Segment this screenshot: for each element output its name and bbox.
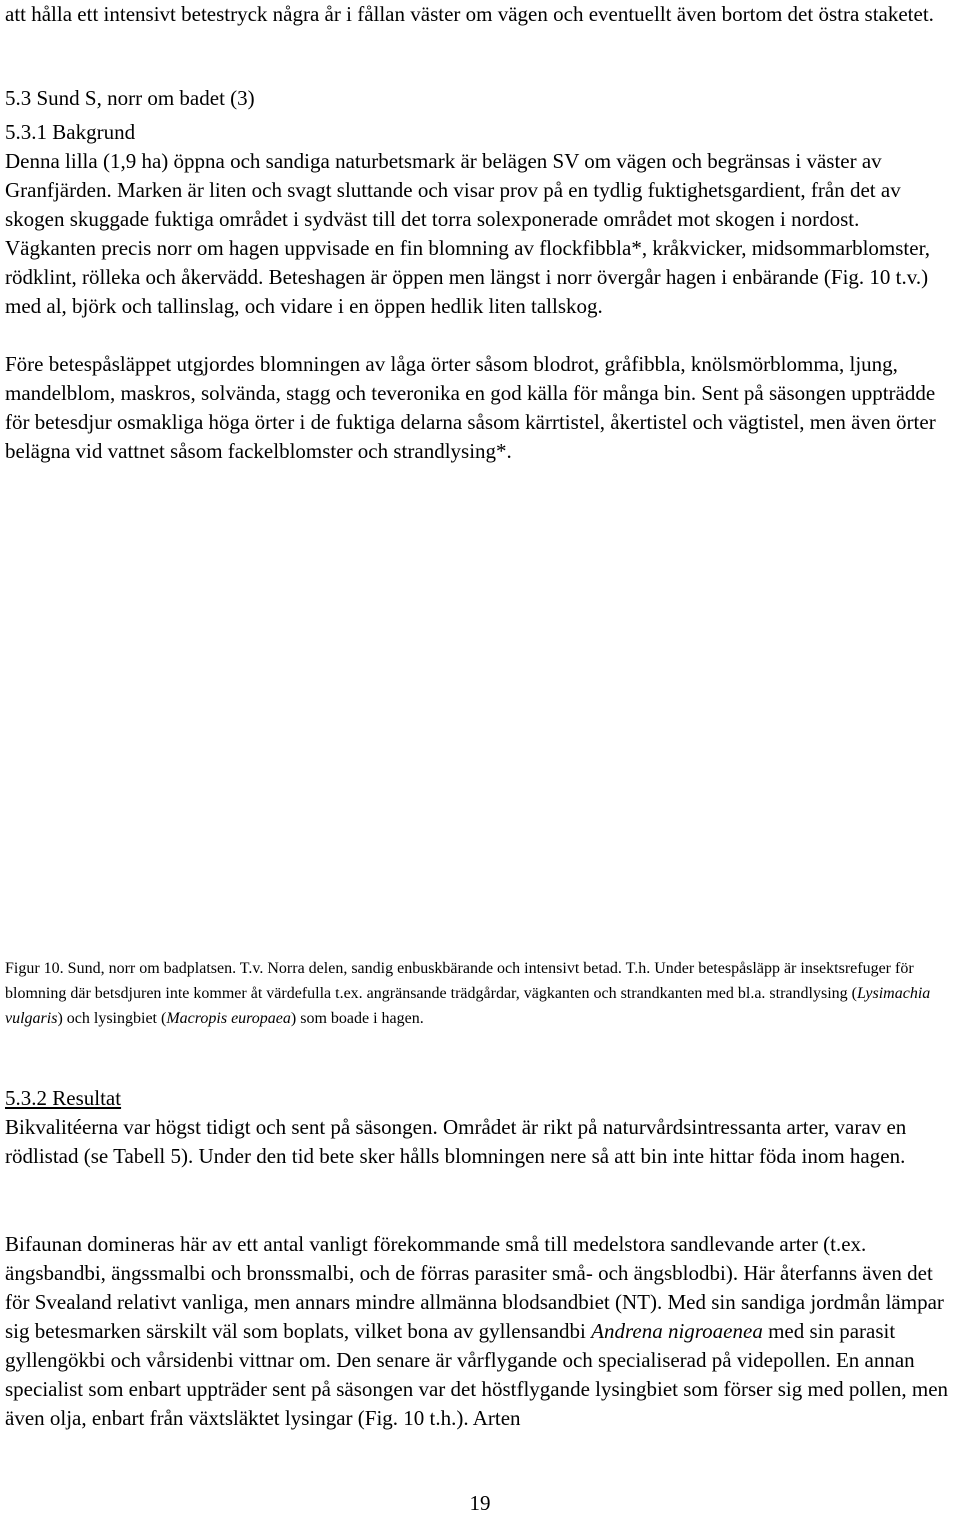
results-block bbox=[5, 1084, 955, 1171]
intro-continuation-block bbox=[5, 0, 955, 29]
flowering-block bbox=[5, 350, 955, 466]
results-paragraph-2-text-2: med sin parasit gyllengökbi och vårsidenbi vittnar om. Den senare är vårflygande och specialiserad på videpollen. En annan specialist som enbart uppträder sent på säsongen var det höstflygande lysingbiet som förser sig med pollen, men även olja, enbart från växtsläktet lysingar (Fig. 10 t.h.). Arten bbox=[5, 1319, 949, 1430]
figure-caption-species-1: Lysimachia vulgaris bbox=[5, 985, 931, 1027]
results-heading: 5.3.2 Resultat bbox=[5, 1086, 122, 1110]
results-paragraph-2-species: Andrena nigroaenea bbox=[591, 1319, 763, 1343]
intro-continuation-paragraph: att hålla ett intensivt betestryck några år i fållan väster om vägen och eventuellt även bortom det östra staketet. bbox=[5, 2, 934, 26]
section-heading-block bbox=[5, 84, 955, 113]
results-paragraph-2-block bbox=[5, 1230, 955, 1433]
results-paragraph-2 bbox=[5, 1230, 955, 1433]
figure-caption bbox=[5, 956, 955, 1031]
results-paragraph-1: Bikvalitéerna var högst tidigt och sent på säsongen. Området är rikt på naturvårdsintressanta arter, varav en rödlistad (se Tabell 5). Under den tid bete sker hålls blomningen nere så att bin inte hittar föda inom hagen. bbox=[5, 1115, 907, 1168]
background-heading: 5.3.1 Bakgrund bbox=[5, 120, 136, 144]
section-heading: 5.3 Sund S, norr om badet (3) bbox=[5, 86, 255, 110]
results-paragraph-2-text-1: Bifaunan domineras här av ett antal vanligt förekommande små till medelstora sandlevande arter (t.ex. ängsbandbi, ängssmalbi och bronssmalbi, och de förras parasiter små- och ängsblodbi). Här återfanns även det för Svealand relativt vanliga, men annars mindre allmänna blodsandbiet (NT). Med sin sandiga jordmån lämpar sig betesmarken särskilt väl som boplats, vilket bona av gyllensandbi bbox=[5, 1232, 944, 1343]
background-block bbox=[5, 118, 955, 321]
figure-caption-species-2: Macropis europaea bbox=[166, 1010, 291, 1027]
background-paragraph: Denna lilla (1,9 ha) öppna och sandiga naturbetsmark är belägen SV om vägen och begränsas i väster av Granfjärden. Marken är liten och svagt sluttande och visar prov på en tydlig fuktighetsgardient, från det av skogen skuggade fuktiga området i sydväst till det torra solexponerade området mot skogen i nordost. Vägkanten precis norr om hagen uppvisade en fin blomning av flockfibbla*, kråkvicker, midsommarblomster, rödklint, rölleka och åkervädd. Beteshagen är öppen men längst i norr övergår hagen i enbärande (Fig. 10 t.v.) med al, björk och tallinslag, och vidare i en öppen hedlik liten tallskog. bbox=[5, 149, 930, 318]
page-number: 19 bbox=[469, 1491, 491, 1515]
flowering-paragraph: Före betespåsläppet utgjordes blomningen av låga örter såsom blodrot, gråfibbla, knölsmörblomma, ljung, mandelblom, maskros, solvända, stagg och teveronika en god källa för många bin. Sent på säsongen uppträdde för betesdjur osmakliga höga örter i de fuktiga delarna såsom kärrtistel, åkertistel och vägtistel, men även örter belägna vid vattnet såsom fackelblomster och strandlysing*. bbox=[5, 352, 936, 463]
figure-caption-block bbox=[5, 956, 955, 1031]
figure-caption-text-3: ) som boade i hagen. bbox=[290, 1010, 424, 1027]
figure-caption-text-2: ) och lysingbiet ( bbox=[57, 1010, 167, 1027]
figure-caption-text-1: Figur 10. Sund, norr om badplatsen. T.v. Norra delen, sandig enbuskbärande och intensivt betad. T.h. Under betespåsläpp är insektsrefuger för blomning där betsdjuren inte kommer åt värdefulla t.ex. angränsande trädgårdar, vägkanten och strandkanten med bl.a. strandlysing ( bbox=[5, 960, 914, 1002]
